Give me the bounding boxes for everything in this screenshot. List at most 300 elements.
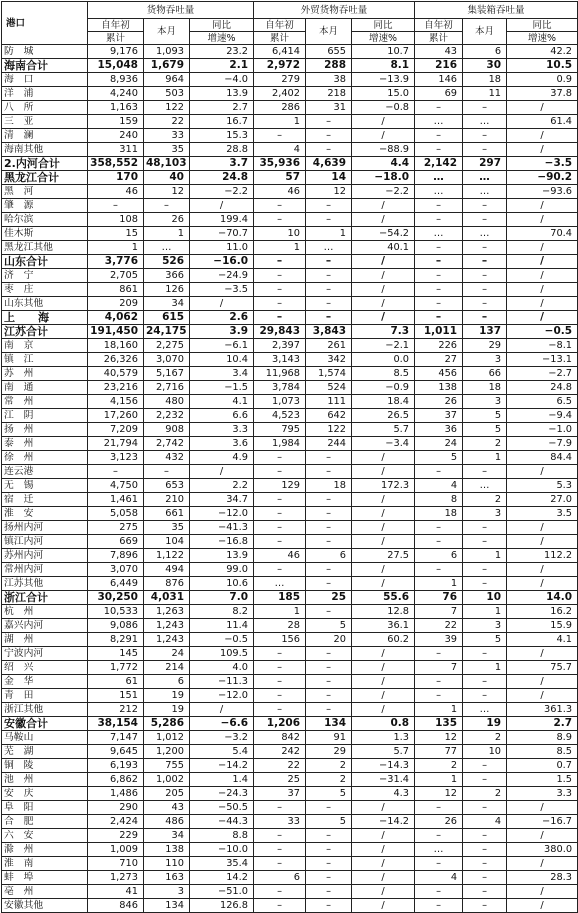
container-yoy-cell: / [507,465,578,479]
container-ytd-cell: 26 [415,815,463,829]
foreign-yoy-cell: 27.5 [352,549,415,563]
container-ytd-cell: 18 [415,507,463,521]
container-yoy-cell: / [507,311,578,325]
foreign-yoy-cell: / [352,311,415,325]
foreign-yoy-cell: 172.3 [352,479,415,493]
foreign-ytd-cell: 156 [254,633,306,647]
cargo-month-cell: 26 [144,213,190,227]
foreign-yoy-cell: −0.9 [352,381,415,395]
container-month-cell: – [463,801,507,815]
foreign-yoy-cell: / [352,493,415,507]
container-ytd-cell: 26 [415,395,463,409]
container-yoy-cell: 112.2 [507,549,578,563]
container-month-cell: – [463,269,507,283]
foreign-month-cell: 25 [306,591,352,605]
foreign-month-cell: 20 [306,633,352,647]
table-row [2,339,578,353]
foreign-month-cell: 218 [306,87,352,101]
container-month-cell: 1 [463,605,507,619]
foreign-ytd-cell: – [254,129,306,143]
cargo-yoy-cell: / [190,297,254,311]
container-yoy-cell: 16.2 [507,605,578,619]
foreign-month-cell: 38 [306,73,352,87]
foreign-ytd-cell: 2,402 [254,87,306,101]
table-row [2,213,578,227]
cargo-ytd-cell: 170 [88,171,144,185]
foreign-yoy-cell: / [352,647,415,661]
container-ytd-cell: – [415,829,463,843]
container-month-cell: 10 [463,591,507,605]
cargo-ytd-cell: 290 [88,801,144,815]
cargo-month-cell: 1,002 [144,773,190,787]
cargo-yoy-cell: 1.4 [190,773,254,787]
cargo-yoy-cell: 13.9 [190,549,254,563]
foreign-yoy-cell: / [352,297,415,311]
foreign-month-cell: 642 [306,409,352,423]
table-row [2,185,578,199]
container-month-cell: 5 [463,423,507,437]
foreign-month-cell: – [306,703,352,717]
table-row [2,297,578,311]
foreign-month-cell: – [306,605,352,619]
foreign-ytd-cell: 842 [254,731,306,745]
foreign-yoy-cell: / [352,885,415,899]
container-yoy-cell: −2.7 [507,367,578,381]
cargo-ytd-cell: 4,156 [88,395,144,409]
cargo-ytd-cell: 1,772 [88,661,144,675]
cargo-yoy-cell: 10.4 [190,353,254,367]
table-row [2,577,578,591]
cargo-month-cell: 1,263 [144,605,190,619]
container-yoy-cell: 27.0 [507,493,578,507]
cargo-ytd-cell: 861 [88,283,144,297]
container-yoy-cell: 4.1 [507,633,578,647]
port-name-cell: 常州内河 [2,563,88,577]
container-yoy-cell: / [507,563,578,577]
cargo-throughput-header: 货物吞吐量 [88,2,254,19]
container-month-cell: 6 [463,45,507,59]
cargo-month-cell: 48,103 [144,157,190,171]
container-ytd-cell: – [415,283,463,297]
cargo-ytd-cell: 669 [88,535,144,549]
container-ytd-cell: 226 [415,339,463,353]
foreign-month-cell: – [306,115,352,129]
foreign-ytd-cell: – [254,689,306,703]
container-ytd-cell: – [415,465,463,479]
table-row [2,241,578,255]
cargo-month-cell: 35 [144,521,190,535]
table-row [2,857,578,871]
foreign-ytd-cell: 6 [254,871,306,885]
cargo-ytd-cell: 6,193 [88,759,144,773]
container-month-cell: … [463,115,507,129]
cargo-ytd-cell: 6,862 [88,773,144,787]
container-month-cell: 18 [463,73,507,87]
port-name-cell: 嘉兴内河 [2,619,88,633]
cargo-month-cell: 526 [144,255,190,269]
container-yoy-cell: / [507,297,578,311]
cargo-ytd-cell: 358,552 [88,157,144,171]
container-month-cell: – [463,829,507,843]
table-row [2,815,578,829]
table-row [2,535,578,549]
cargo-yoy-cell: 6.6 [190,409,254,423]
cargo-ytd-cell: 23,216 [88,381,144,395]
cargo-ytd-cell: 6,449 [88,577,144,591]
cargo-yoy-cell: 15.3 [190,129,254,143]
container-month-cell: 3 [463,395,507,409]
container-ytd-cell: 77 [415,745,463,759]
table-header [2,2,578,45]
cargo-ytd-cell: 61 [88,675,144,689]
port-name-cell: 徐 州 [2,451,88,465]
container-ytd-cell: 27 [415,353,463,367]
container-ytd-cell: 1,011 [415,325,463,339]
cargo-yoy-cell: −14.2 [190,759,254,773]
cargo-month-cell: 1 [144,227,190,241]
container-yoy-cell: 15.9 [507,619,578,633]
foreign-ytd-header-l2: 累计 [254,32,306,45]
cargo-ytd-cell: 17,260 [88,409,144,423]
port-name-cell: 合 肥 [2,815,88,829]
cargo-yoy-cell: 28.8 [190,143,254,157]
container-yoy-cell: 10.5 [507,59,578,73]
foreign-ytd-cell: – [254,213,306,227]
cargo-yoy-cell: −11.3 [190,675,254,689]
container-month-cell: 2 [463,787,507,801]
cargo-ytd-header-l1: 自年初 [88,19,144,32]
cargo-ytd-cell: 7,147 [88,731,144,745]
foreign-ytd-cell: 2,397 [254,339,306,353]
foreign-ytd-cell: 22 [254,759,306,773]
port-name-cell: 杭 州 [2,605,88,619]
cargo-ytd-cell: 1,009 [88,843,144,857]
foreign-month-cell: – [306,535,352,549]
foreign-yoy-cell: / [352,661,415,675]
cargo-month-cell: 43 [144,801,190,815]
container-yoy-cell: / [507,899,578,913]
container-ytd-cell: … [415,843,463,857]
table-row [2,731,578,745]
port-name-cell: 佳木斯 [2,227,88,241]
table-row [2,745,578,759]
cargo-ytd-cell: 240 [88,129,144,143]
container-yoy-cell: / [507,885,578,899]
foreign-ytd-cell: 242 [254,745,306,759]
cargo-ytd-cell: 3,776 [88,255,144,269]
table-row [2,521,578,535]
container-month-cell: – [463,843,507,857]
port-name-cell: 绍 兴 [2,661,88,675]
port-name-cell: 南 京 [2,339,88,353]
cargo-yoy-cell: −12.0 [190,507,254,521]
foreign-yoy-cell: 8.5 [352,367,415,381]
foreign-yoy-cell: 0.0 [352,353,415,367]
cargo-ytd-cell: – [88,199,144,213]
container-yoy-cell: / [507,577,578,591]
foreign-yoy-cell: / [352,871,415,885]
foreign-month-cell: 18 [306,479,352,493]
cargo-yoy-cell: −24.9 [190,269,254,283]
cargo-yoy-cell: 13.9 [190,87,254,101]
foreign-ytd-cell: – [254,703,306,717]
cargo-month-cell: 134 [144,899,190,913]
table-row [2,689,578,703]
port-name-cell: 安徽其他 [2,899,88,913]
port-name-cell: 扬州内河 [2,521,88,535]
cargo-ytd-cell: 229 [88,829,144,843]
table-row-total [2,59,578,73]
foreign-ytd-cell: – [254,255,306,269]
foreign-month-cell: 2 [306,759,352,773]
port-name-cell: 洋 浦 [2,87,88,101]
cargo-yoy-header-l1: 同比 [190,19,254,32]
foreign-yoy-cell: / [352,689,415,703]
port-name-cell: 海 口 [2,73,88,87]
cargo-month-cell: 214 [144,661,190,675]
cargo-yoy-cell: 2.7 [190,101,254,115]
foreign-ytd-cell: – [254,451,306,465]
foreign-ytd-cell: 795 [254,423,306,437]
container-yoy-cell: 84.4 [507,451,578,465]
cargo-ytd-cell: 191,450 [88,325,144,339]
cargo-month-cell: 615 [144,311,190,325]
port-name-cell: 浙江其他 [2,703,88,717]
table-row [2,353,578,367]
container-ytd-cell: 1 [415,773,463,787]
table-row-total [2,255,578,269]
foreign-ytd-cell: 1,206 [254,717,306,731]
cargo-yoy-cell: 3.3 [190,423,254,437]
foreign-month-cell: – [306,843,352,857]
container-month-cell: 66 [463,367,507,381]
container-ytd-cell: – [415,535,463,549]
cargo-month-cell: 22 [144,115,190,129]
foreign-ytd-cell: – [254,199,306,213]
port-name-cell: 山东其他 [2,297,88,311]
foreign-yoy-cell: / [352,577,415,591]
container-yoy-cell: / [507,101,578,115]
container-yoy-cell: 0.7 [507,759,578,773]
container-month-cell: – [463,577,507,591]
cargo-month-cell: 2,742 [144,437,190,451]
container-yoy-cell: −0.5 [507,325,578,339]
foreign-ytd-cell: 185 [254,591,306,605]
container-ytd-cell: – [415,311,463,325]
cargo-yoy-cell: 3.6 [190,437,254,451]
foreign-ytd-cell: – [254,899,306,913]
table-row [2,87,578,101]
cargo-month-cell: 2,275 [144,339,190,353]
foreign-month-cell: – [306,829,352,843]
cargo-yoy-cell: 5.4 [190,745,254,759]
cargo-yoy-cell: 4.9 [190,451,254,465]
cargo-yoy-header-l2: 增速% [190,32,254,45]
foreign-month-cell: – [306,451,352,465]
foreign-month-cell: 5 [306,787,352,801]
container-month-cell: – [463,465,507,479]
foreign-yoy-cell: −54.2 [352,227,415,241]
container-ytd-cell: 216 [415,59,463,73]
foreign-yoy-cell: / [352,801,415,815]
container-month-cell: 3 [463,507,507,521]
table-row [2,633,578,647]
cargo-month-cell: 1,200 [144,745,190,759]
foreign-yoy-cell: / [352,199,415,213]
cargo-month-cell: 12 [144,185,190,199]
foreign-yoy-cell: / [352,283,415,297]
port-column-header: 港口 [2,2,88,45]
cargo-ytd-cell: 1 [88,241,144,255]
port-name-cell: 阜 阳 [2,801,88,815]
foreign-ytd-cell: 2,972 [254,59,306,73]
port-name-cell: 黑 河 [2,185,88,199]
table-row [2,101,578,115]
foreign-yoy-cell: / [352,255,415,269]
port-name-cell: 上 海 [2,311,88,325]
table-row [2,269,578,283]
container-month-cell: … [463,479,507,493]
cargo-yoy-cell: 199.4 [190,213,254,227]
container-ytd-cell: – [415,129,463,143]
foreign-month-cell: – [306,255,352,269]
port-name-cell: 2.内河合计 [2,157,88,171]
foreign-yoy-cell: / [352,675,415,689]
foreign-ytd-header-l1: 自年初 [254,19,306,32]
container-yoy-cell: 70.4 [507,227,578,241]
table-row [2,465,578,479]
cargo-yoy-cell: −4.0 [190,73,254,87]
port-name-cell: 清 澜 [2,129,88,143]
foreign-yoy-cell: 12.8 [352,605,415,619]
container-yoy-header-l1: 同比 [507,19,578,32]
cargo-ytd-cell: 7,209 [88,423,144,437]
cargo-ytd-cell: 1,273 [88,871,144,885]
cargo-yoy-cell: −16.0 [190,255,254,269]
port-name-cell: 金 华 [2,675,88,689]
port-name-cell: 马鞍山 [2,731,88,745]
foreign-yoy-cell: / [352,535,415,549]
foreign-month-cell: – [306,199,352,213]
foreign-month-cell: – [306,871,352,885]
table-row [2,199,578,213]
cargo-ytd-cell: 40,579 [88,367,144,381]
foreign-yoy-cell: / [352,563,415,577]
container-ytd-cell: – [415,857,463,871]
container-month-cell: 30 [463,59,507,73]
foreign-ytd-cell: 1 [254,241,306,255]
container-month-cell: – [463,759,507,773]
container-yoy-cell: / [507,213,578,227]
container-ytd-cell: 12 [415,731,463,745]
container-throughput-header: 集装箱吞吐量 [415,2,578,19]
container-yoy-cell: −90.2 [507,171,578,185]
foreign-month-cell: – [306,283,352,297]
container-month-cell: – [463,689,507,703]
foreign-yoy-cell: / [352,451,415,465]
port-name-cell: 亳 州 [2,885,88,899]
cargo-yoy-cell: −6.1 [190,339,254,353]
container-yoy-cell: 3.3 [507,787,578,801]
cargo-month-cell: 126 [144,283,190,297]
cargo-ytd-cell: 8,291 [88,633,144,647]
foreign-yoy-cell: 15.0 [352,87,415,101]
foreign-ytd-cell: 29,843 [254,325,306,339]
container-ytd-cell: 36 [415,423,463,437]
cargo-yoy-cell: 24.8 [190,171,254,185]
cargo-yoy-cell: −6.6 [190,717,254,731]
cargo-month-cell: 4,031 [144,591,190,605]
cargo-ytd-cell: 8,936 [88,73,144,87]
cargo-month-cell: 1,093 [144,45,190,59]
container-ytd-cell: – [415,241,463,255]
container-yoy-cell: 6.5 [507,395,578,409]
container-ytd-cell: – [415,675,463,689]
cargo-yoy-cell: 2.2 [190,479,254,493]
cargo-month-cell: 35 [144,143,190,157]
table-row [2,73,578,87]
container-month-cell: 1 [463,661,507,675]
foreign-month-cell: – [306,143,352,157]
container-month-cell: … [463,185,507,199]
container-month-cell: – [463,129,507,143]
container-ytd-header-l2: 累计 [415,32,463,45]
foreign-month-cell: – [306,507,352,521]
container-ytd-cell: 69 [415,87,463,101]
container-yoy-cell: 8.9 [507,731,578,745]
cargo-month-cell: 486 [144,815,190,829]
foreign-month-cell: – [306,465,352,479]
port-name-cell: 滁 州 [2,843,88,857]
port-name-cell: 蚌 埠 [2,871,88,885]
foreign-ytd-cell: 46 [254,549,306,563]
foreign-month-cell: – [306,297,352,311]
table-row [2,605,578,619]
container-ytd-cell: 7 [415,661,463,675]
cargo-ytd-header-l2: 累计 [88,32,144,45]
foreign-yoy-cell: −13.9 [352,73,415,87]
container-ytd-cell: – [415,801,463,815]
container-month-cell: – [463,297,507,311]
container-yoy-cell: / [507,689,578,703]
cargo-month-cell: 5,286 [144,717,190,731]
table-row-total [2,171,578,185]
cargo-month-cell: 6 [144,675,190,689]
foreign-ytd-cell: – [254,535,306,549]
container-month-cell: 2 [463,493,507,507]
cargo-month-cell: 3,070 [144,353,190,367]
container-yoy-cell: 61.4 [507,115,578,129]
cargo-month-cell: 138 [144,843,190,857]
foreign-ytd-cell: – [254,311,306,325]
cargo-month-cell: 876 [144,577,190,591]
cargo-ytd-cell: 26,326 [88,353,144,367]
foreign-ytd-cell: 3,784 [254,381,306,395]
container-yoy-cell: / [507,829,578,843]
foreign-yoy-cell: / [352,129,415,143]
foreign-month-cell: 91 [306,731,352,745]
cargo-ytd-cell: 38,154 [88,717,144,731]
container-month-cell: 2 [463,437,507,451]
foreign-month-cell: 12 [306,185,352,199]
cargo-month-cell: 653 [144,479,190,493]
foreign-month-cell: – [306,493,352,507]
port-name-cell: 三 亚 [2,115,88,129]
container-ytd-cell: 6 [415,549,463,563]
cargo-ytd-cell: 275 [88,521,144,535]
cargo-yoy-cell: −51.0 [190,885,254,899]
cargo-month-cell: 19 [144,689,190,703]
